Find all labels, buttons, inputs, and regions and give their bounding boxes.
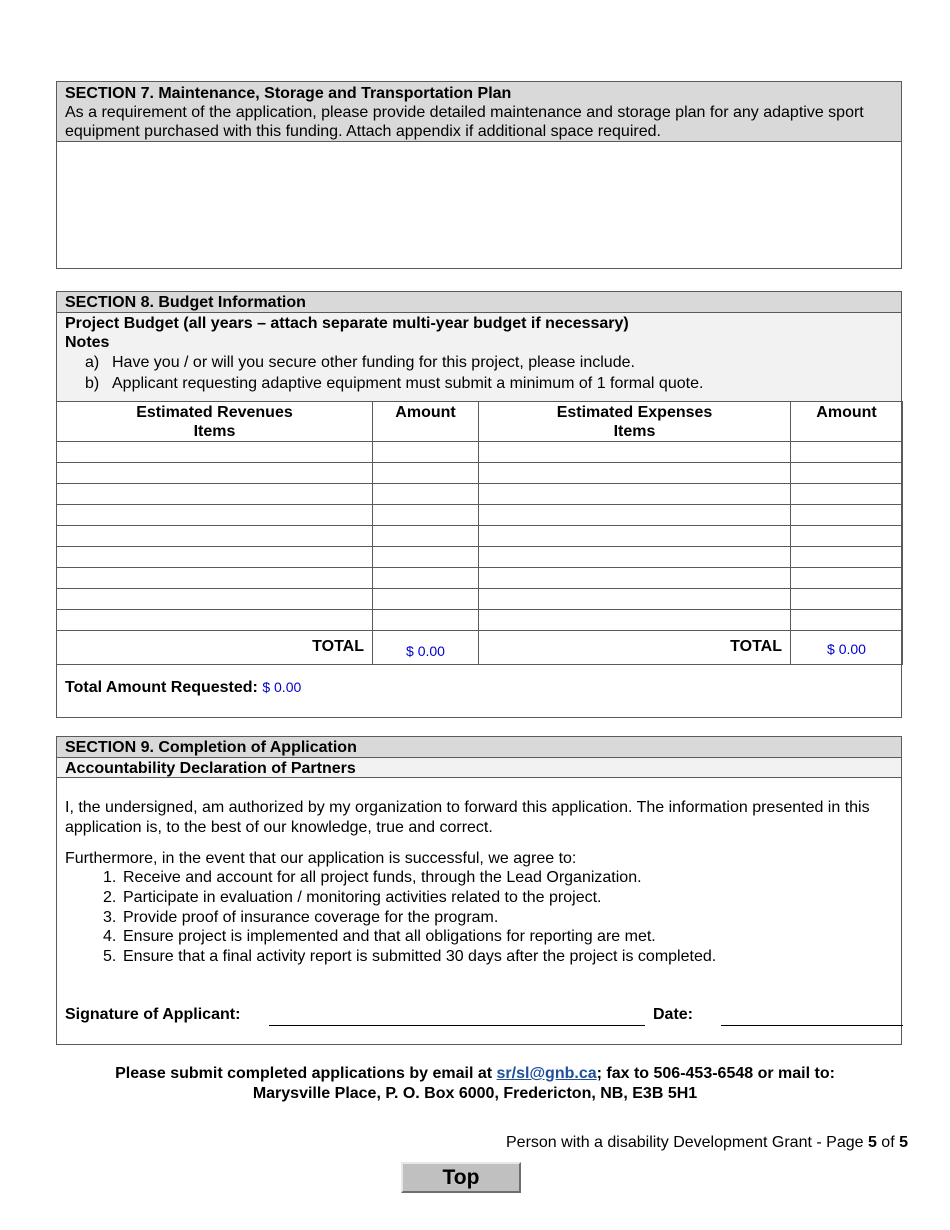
revenue-item-cell[interactable]: [57, 568, 373, 589]
total-requested-label: Total Amount Requested:: [65, 679, 258, 696]
section-9: [56, 736, 902, 1045]
notes-label: Notes: [65, 334, 110, 351]
expense-amount-cell[interactable]: [791, 526, 903, 547]
agreement-intro: Furthermore, in the event that our application is successful, we agree to:: [65, 850, 577, 867]
agreement-item: 2. Participate in evaluation / monitoring activities related to the project.: [103, 888, 602, 906]
revenue-amount-cell[interactable]: [373, 505, 479, 526]
expense-amount-header: Amount: [791, 402, 903, 442]
expense-amount-cell[interactable]: [791, 442, 903, 463]
expense-amount-cell[interactable]: [791, 610, 903, 631]
budget-row: [57, 610, 903, 631]
budget-row: [57, 463, 903, 484]
budget-subtitle: Project Budget (all years – attach separate multi-year budget if necessary): [65, 315, 629, 332]
expense-item-cell[interactable]: [479, 484, 791, 505]
agreement-item: 5. Ensure that a final activity report is submitted 30 days after the project is completed.: [103, 948, 717, 966]
revenue-item-cell[interactable]: [57, 610, 373, 631]
section-8-title: SECTION 8. Budget Information: [57, 292, 901, 313]
budget-row: [57, 547, 903, 568]
section-8: [56, 291, 902, 718]
section-8-notes-block: [57, 313, 901, 401]
signature-label: Signature of Applicant:: [65, 1006, 241, 1023]
budget-table: [56, 401, 903, 665]
revenue-amount-cell[interactable]: [373, 484, 479, 505]
revenue-item-cell[interactable]: [57, 526, 373, 547]
budget-row: [57, 442, 903, 463]
section-9-title: SECTION 9. Completion of Application: [57, 737, 901, 758]
revenue-amount-cell[interactable]: [373, 463, 479, 484]
declaration-paragraph: I, the undersigned, am authorized by my organization to forward this application. The information presented in this application is, to the best of our knowledge, true and correct.: [65, 799, 870, 836]
expense-item-cell[interactable]: [479, 589, 791, 610]
budget-row: [57, 568, 903, 589]
expense-item-cell[interactable]: [479, 547, 791, 568]
expense-total-value: $ 0.00: [791, 631, 903, 665]
expense-amount-cell[interactable]: [791, 589, 903, 610]
budget-row: [57, 484, 903, 505]
section-7-header: [57, 82, 901, 142]
revenue-item-cell[interactable]: [57, 547, 373, 568]
top-button[interactable]: Top: [401, 1162, 521, 1193]
expense-amount-cell[interactable]: [791, 484, 903, 505]
budget-total-row: [57, 631, 903, 665]
agreement-item: 1. Receive and account for all project funds, through the Lead Organization.: [103, 869, 642, 886]
revenue-amount-cell[interactable]: [373, 442, 479, 463]
revenue-item-cell[interactable]: [57, 589, 373, 610]
revenue-item-cell[interactable]: [57, 484, 373, 505]
expense-item-cell[interactable]: [479, 568, 791, 589]
expense-item-cell[interactable]: [479, 505, 791, 526]
agreement-list: [57, 868, 901, 967]
section-7-description: As a requirement of the application, please provide detailed maintenance and storage plan for any adaptive sport equipment purchased with this funding. Attach appendix if additional space required.: [65, 104, 864, 140]
revenue-amount-cell[interactable]: [373, 610, 479, 631]
submission-address: Marysville Place, P. O. Box 6000, Fredericton, NB, E3B 5H1: [252, 1085, 698, 1102]
revenue-amount-cell[interactable]: [373, 547, 479, 568]
total-requested-value: $ 0.00: [262, 679, 302, 695]
revenue-total-label: TOTAL: [57, 631, 373, 665]
expense-item-cell[interactable]: [479, 610, 791, 631]
date-field[interactable]: [721, 1024, 903, 1026]
signature-field[interactable]: [269, 1024, 645, 1026]
date-label: Date:: [653, 1006, 694, 1023]
agreement-item: 3. Provide proof of insurance coverage for the program.: [103, 908, 499, 926]
total-requested: [65, 677, 301, 698]
expense-item-cell[interactable]: [479, 526, 791, 547]
page-footer: Person with a disability Development Grant - Page 5 of 5: [506, 1134, 908, 1151]
revenue-item-cell[interactable]: [57, 505, 373, 526]
maintenance-plan-field[interactable]: [57, 142, 901, 268]
budget-header-row: [57, 402, 903, 442]
expense-items-header: Estimated Expenses Items: [479, 402, 791, 442]
expense-amount-cell[interactable]: [791, 568, 903, 589]
section-9-subtitle: Accountability Declaration of Partners: [57, 758, 901, 778]
expense-item-cell[interactable]: [479, 442, 791, 463]
revenue-item-cell[interactable]: [57, 463, 373, 484]
expense-amount-cell[interactable]: [791, 505, 903, 526]
expense-item-cell[interactable]: [479, 463, 791, 484]
revenue-amount-cell[interactable]: [373, 526, 479, 547]
page-total: 5: [899, 1134, 908, 1151]
expense-total-label: TOTAL: [479, 631, 791, 665]
revenue-items-header: Estimated Revenues Items: [57, 402, 373, 442]
note-item: a) Have you / or will you secure other funding for this project, please include.: [85, 354, 635, 371]
section-7-title: SECTION 7. Maintenance, Storage and Transportation Plan: [65, 85, 512, 102]
revenue-amount-header: Amount: [373, 402, 479, 442]
revenue-amount-cell[interactable]: [373, 568, 479, 589]
page-number: 5: [867, 1134, 877, 1151]
agreement-item: 4. Ensure project is implemented and that all obligations for reporting are met.: [103, 928, 656, 946]
revenue-amount-cell[interactable]: [373, 589, 479, 610]
expense-amount-cell[interactable]: [791, 547, 903, 568]
notes-list: [57, 352, 901, 394]
revenue-total-value: $ 0.00: [373, 631, 479, 665]
note-item: b) Applicant requesting adaptive equipment must submit a minimum of 1 formal quote.: [85, 375, 704, 392]
email-link[interactable]: sr/sl@gnb.ca: [496, 1065, 597, 1082]
budget-row: [57, 526, 903, 547]
expense-amount-cell[interactable]: [791, 463, 903, 484]
submission-line-1: Please submit completed applications by email at sr/sl@gnb.ca; fax to 506-453-6548 or mail to:: [115, 1065, 835, 1082]
budget-row: [57, 589, 903, 610]
budget-row: [57, 505, 903, 526]
section-7: [56, 81, 902, 269]
revenue-item-cell[interactable]: [57, 442, 373, 463]
